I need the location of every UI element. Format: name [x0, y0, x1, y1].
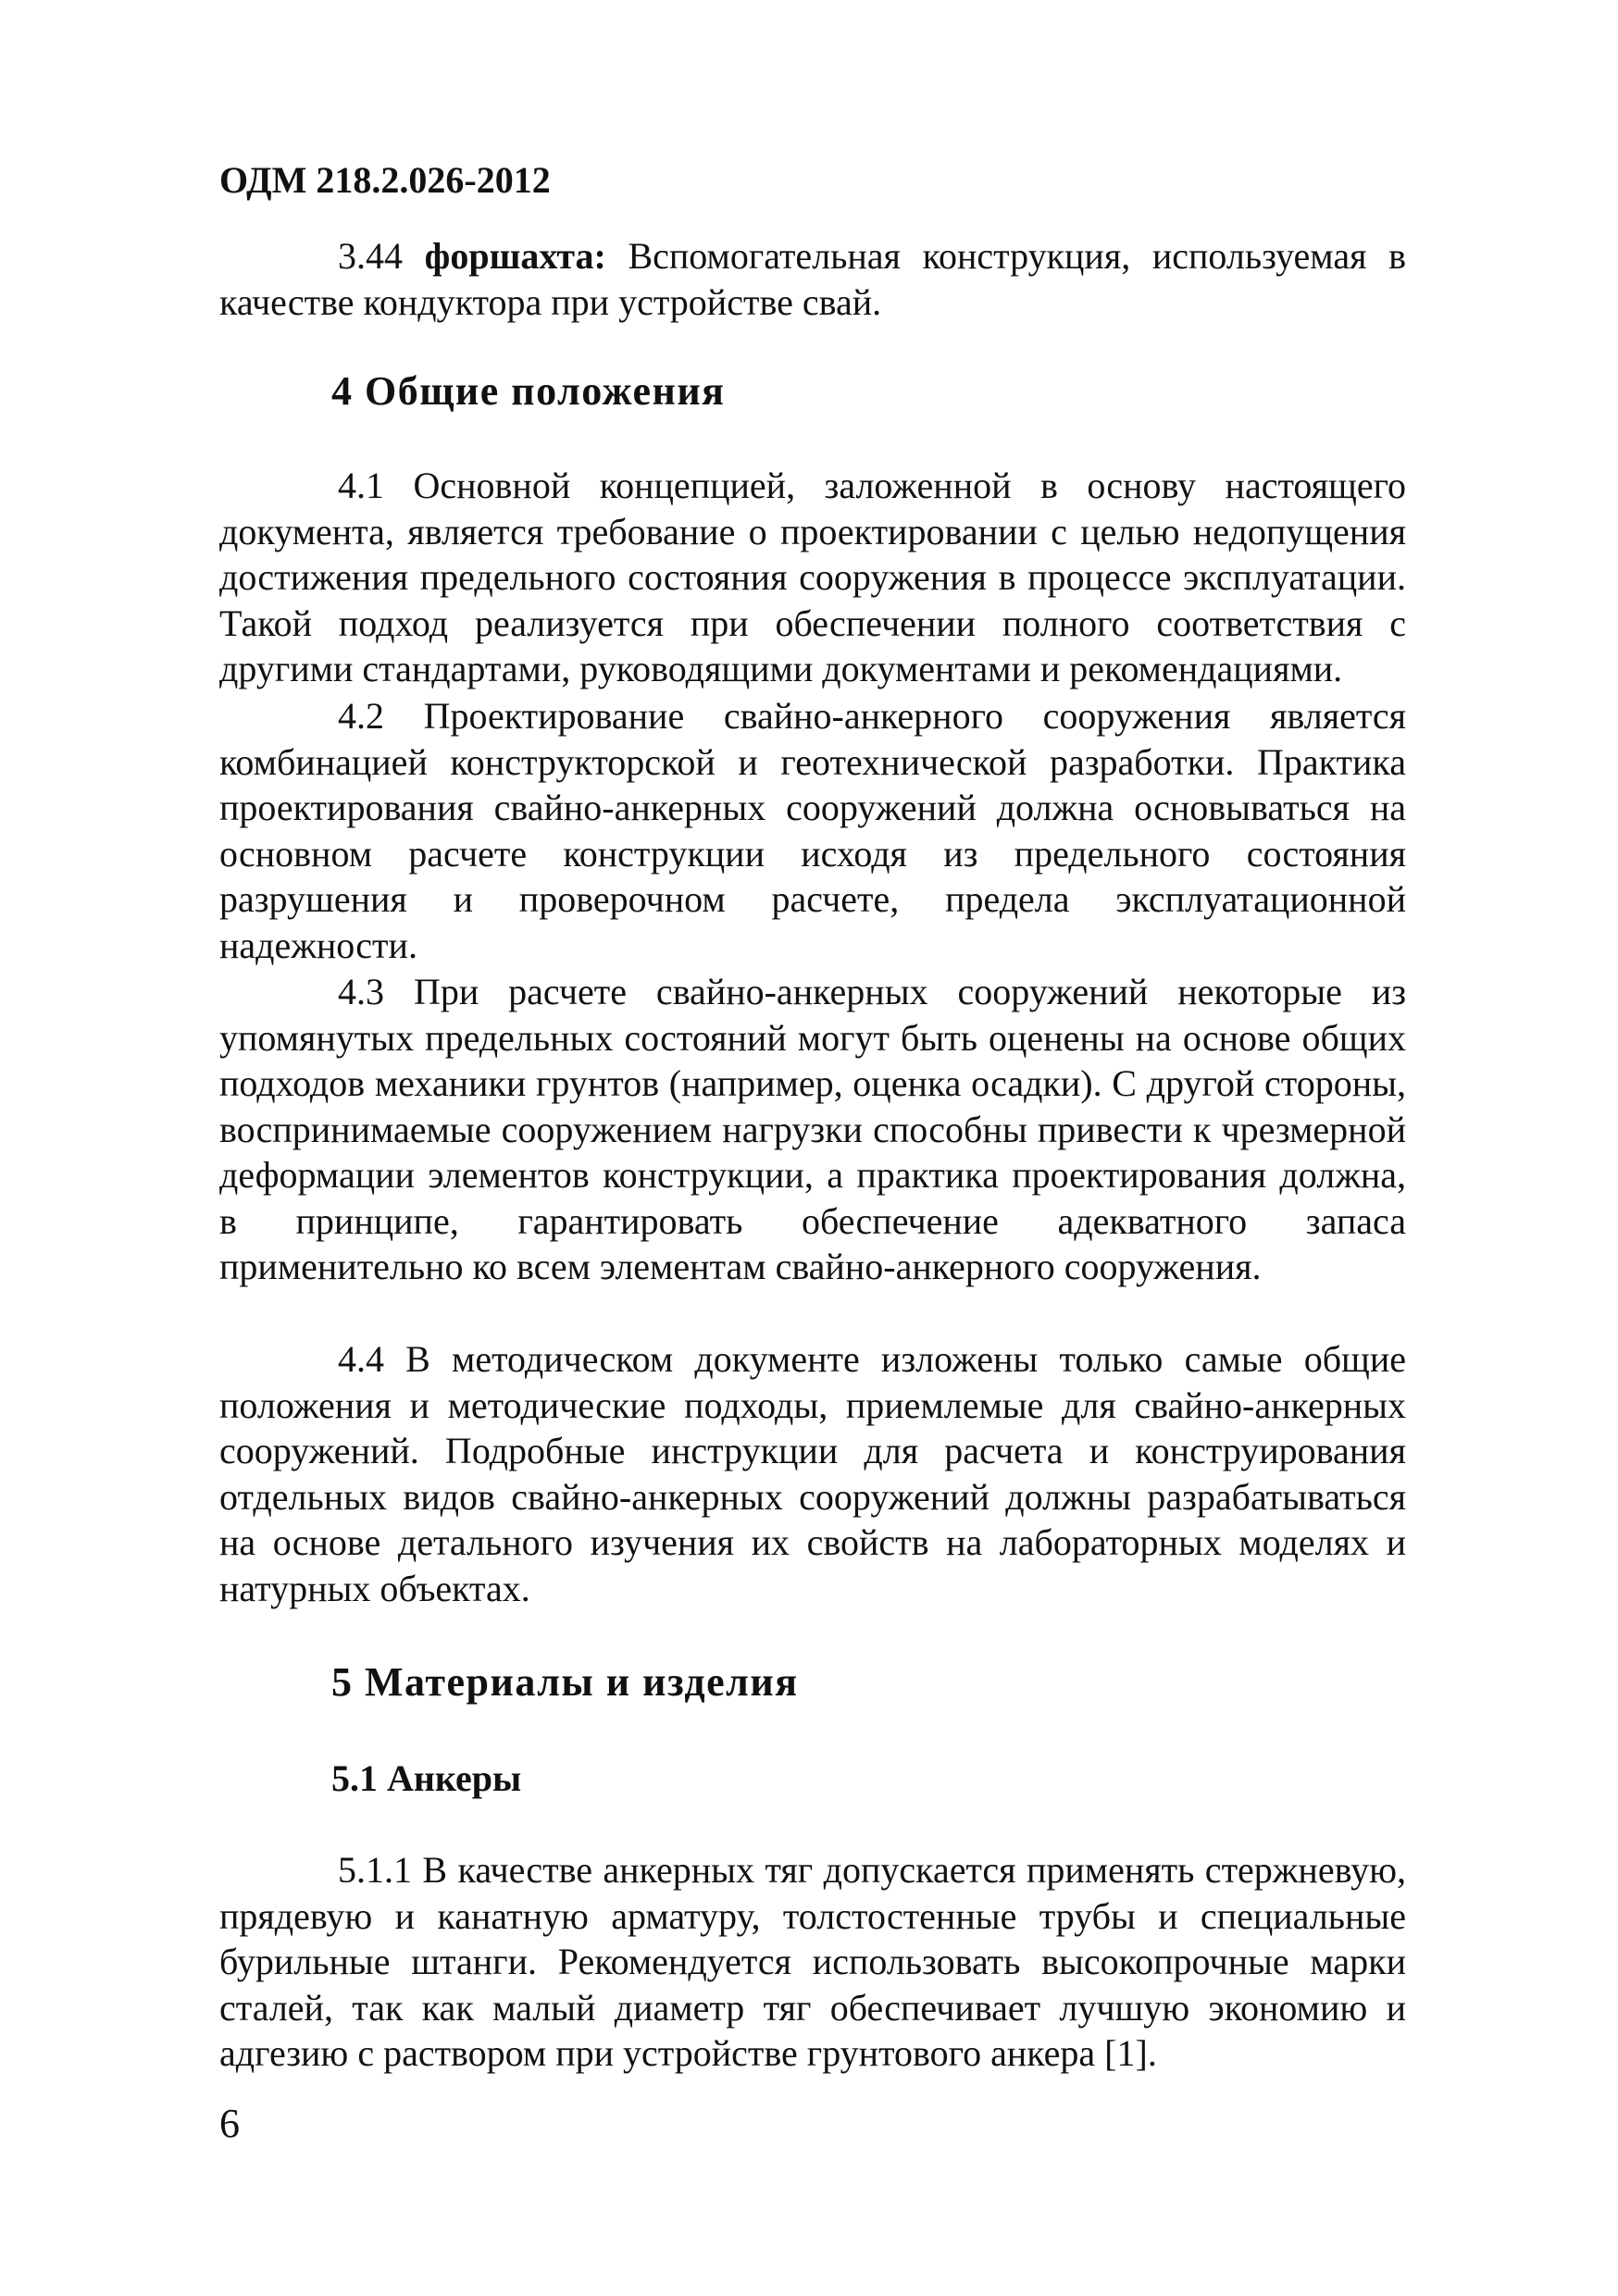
- section-5-heading: 5 Материалы и изделия: [331, 1659, 799, 1705]
- paragraph-5-1-1: 5.1.1 В качестве анкерных тяг допускается применять стержневую, прядевую и канатную арматуру, толстостенные трубы и специальные бурильные штанги. Рекомендуется использовать высокопрочные марки сталей, так как малый диаметр тяг обеспечивает лучшую экономию и адгезию с раствором при устройстве грунтового анкера [1].: [219, 1849, 1406, 2074]
- section-4-heading: 4 Общие положения: [331, 368, 726, 414]
- paragraph-4-2: 4.2 Проектирование свайно-анкерного сооружения является комбинацией конструкторской и геотехнической разработки. Практика проектирования свайно-анкерных сооружений должна основываться на основном расчете конструкции исходя из предельного состояния разрушения и проверочном расчете, предела эксплуатационной надежности.: [219, 695, 1406, 966]
- document-code: ОДМ 218.2.026-2012: [219, 159, 551, 201]
- page-number: 6: [219, 2101, 240, 2146]
- paragraph-4-4: 4.4 В методическом документе изложены только самые общие положения и методические подходы, приемлемые для свайно-анкерных сооружений. Подробные инструкции для расчета и конструирования отдельных видов свайно-анкерных сооружений должны разрабатываться на основе детального изучения их свойств на лабораторных моделях и натурных объектах.: [219, 1338, 1406, 1609]
- paragraph-4-1: 4.1 Основной концепцией, заложенной в основу настоящего документа, является требование о проектировании с целью недопущения достижения предельного состояния сооружения в процессе эксплуатации. Такой подход реализуется при обеспечении полного соответствия с другими стандартами, руководящими документами и рекомендациями.: [219, 465, 1406, 689]
- clause-term: форшахта:: [424, 235, 606, 277]
- clause-3-44: [219, 233, 1406, 325]
- clause-number: 3.44: [338, 235, 403, 277]
- clause-text: Вспомогательная конструкция, используемая в качестве кондуктора при устройстве свай.: [219, 235, 1407, 323]
- subsection-5-1-heading: 5.1 Анкеры: [331, 1757, 522, 1799]
- paragraph-4-3: 4.3 При расчете свайно-анкерных сооружений некоторые из упомянутых предельных состояний могут быть оценены на основе общих подходов механики грунтов (например, оценка осадки). С другой стороны, воспринимаемые сооружением нагрузки способны привести к чрезмерной деформации элементов конструкции, а практика проектирования должна, в принципе, гарантировать обеспечение адекватного запаса применительно ко всем элементам свайно-анкерного сооружения.: [219, 971, 1406, 1287]
